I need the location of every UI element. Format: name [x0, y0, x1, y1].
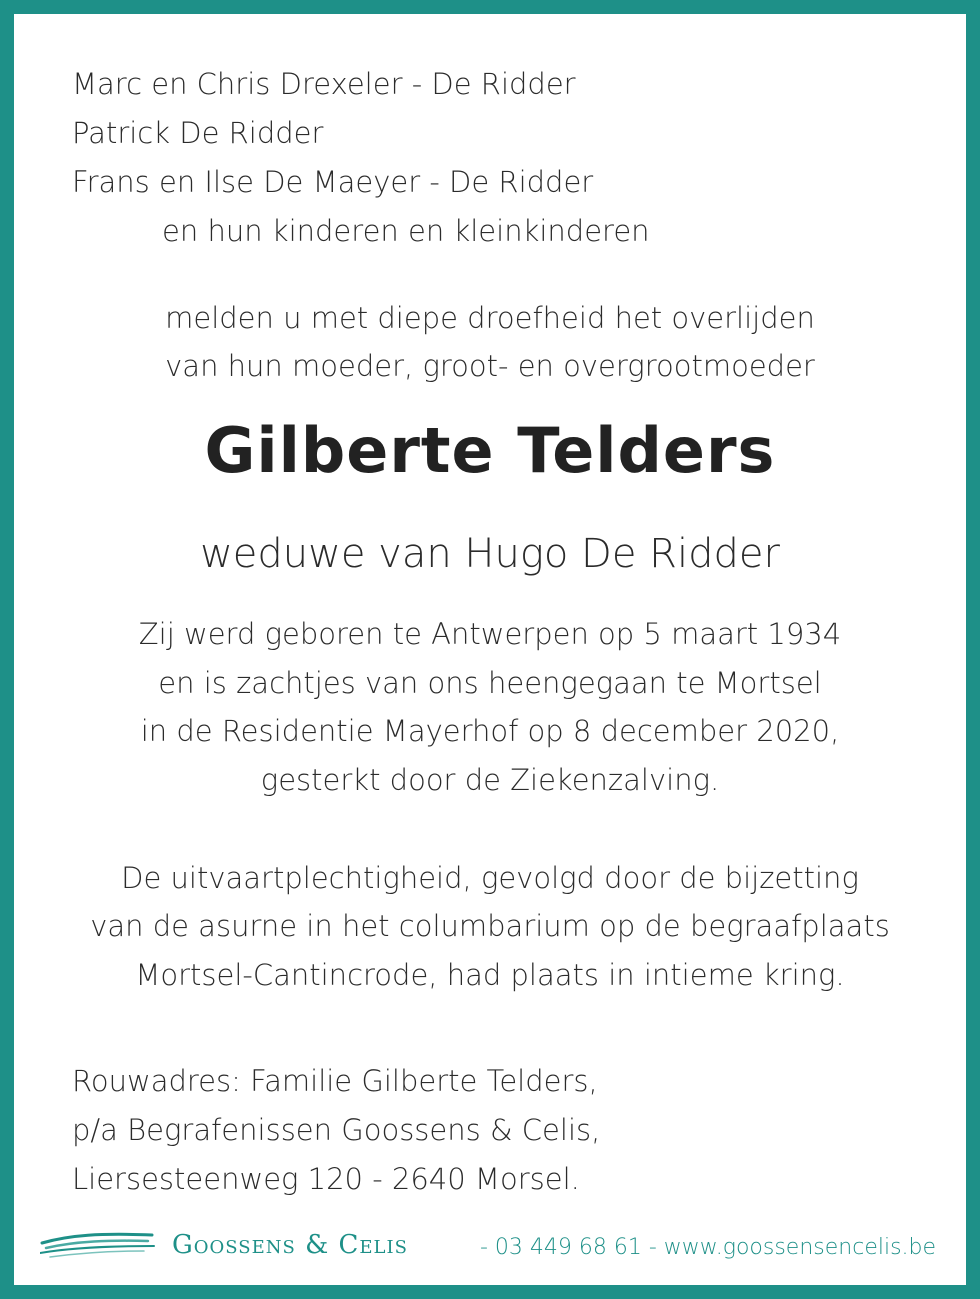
address-line-1: Rouwadres: Familie Gilberte Telders, — [72, 1064, 598, 1098]
announcer-line-1: Marc en Chris Drexeler - De Ridder — [72, 67, 576, 101]
deceased-name: Gilberte Telders — [204, 414, 776, 487]
address-line-2: p/a Begrafenissen Goossens & Celis, — [72, 1113, 601, 1147]
life-line-2: en is zachtjes van ons heengegaan te Mortsel — [158, 666, 822, 700]
life-line-3: in de Residentie Mayerhof op 8 december 2020, — [140, 714, 840, 748]
life-line-4: gesterkt door de Ziekenzalving. — [260, 763, 720, 797]
message-line-1: melden u met diepe droefheid het overlijden — [165, 301, 815, 335]
funeral-home-contact: - 03 449 68 61 - www.goossensencelis.be — [480, 1235, 937, 1260]
message-line-2: van hun moeder, groot- en overgrootmoeder — [165, 349, 815, 383]
funeral-line-2: van de asurne in het columbarium op de begraafplaats — [90, 909, 890, 943]
funeral-line-1: De uitvaartplechtigheid, gevolgd door de bijzetting — [121, 861, 859, 895]
announcer-line-2: Patrick De Ridder — [72, 116, 324, 150]
wave-logo-icon — [40, 1229, 156, 1259]
funeral-line-3: Mortsel-Cantincrode, had plaats in intieme kring. — [135, 958, 845, 992]
life-line-1: Zij werd geboren te Antwerpen op 5 maart 1934 — [138, 617, 842, 651]
funeral-home-brand: Goossens & Celis — [172, 1230, 408, 1260]
funeral-home-footer — [40, 1226, 960, 1262]
deceased-spouse: weduwe van Hugo De Ridder — [200, 531, 780, 577]
announcer-line-3: Frans en Ilse De Maeyer - De Ridder — [72, 165, 594, 199]
address-line-3: Liersesteenweg 120 - 2640 Morsel. — [72, 1162, 580, 1196]
announcer-descendants: en hun kinderen en kleinkinderen — [162, 214, 650, 248]
